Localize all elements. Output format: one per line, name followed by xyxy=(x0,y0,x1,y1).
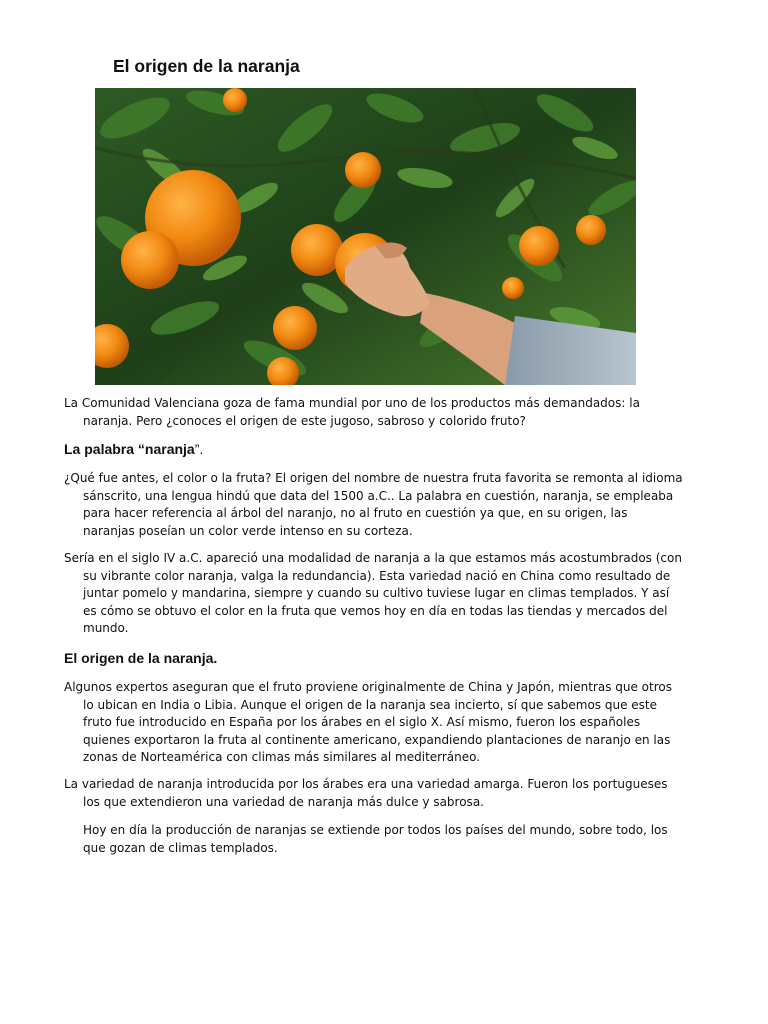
section-heading-palabra-bold: La palabra “naranja xyxy=(64,441,195,457)
orange-tree-photo xyxy=(95,88,636,385)
paragraph-produccion: Hoy en día la producción de naranjas se extiende por todos los países del mundo, sobre todo, los que gozan de climas templados. xyxy=(83,823,668,855)
section-heading-palabra-end: ”. xyxy=(194,441,204,457)
paragraph-expertos: Algunos expertos aseguran que el fruto proviene originalmente de China y Japón, mientras que otros lo ubican en India o Libia. Aunque el origen de la naranja sea incierto, sí que sabemos que este fruto fue introducido en España por los árabes en el siglo X. Así mismo, fueron los españoles quienes exportaron la fruta al continente americano, expandiendo plantaciones de naranjo en las zonas de Norteamérica con climas más similares al mediterráneo. xyxy=(64,680,672,764)
document-title: El origen de la naranja xyxy=(113,56,300,76)
paragraph-variedad-amarga: La variedad de naranja introducida por los árabes era una variedad amarga. Fueron los portugueses los que extendieron una variedad de naranja más dulce y sabrosa. xyxy=(64,777,668,809)
paragraph-color-o-fruta: ¿Qué fue antes, el color o la fruta? El origen del nombre de nuestra fruta favorita se remonta al idioma sánscrito, una lengua hindú que data del 1500 a.C.. La palabra en cuestión, naranja, se empleaba para hacer referencia al árbol del naranjo, no al fruto en cuestión ya que, en su origen, las naranjas poseían un color verde intenso en su corteza. xyxy=(64,471,683,538)
section-heading-palabra xyxy=(64,441,203,457)
intro-paragraph: La Comunidad Valenciana goza de fama mundial por uno de los productos más demandados: la naranja. Pero ¿conoces el origen de este jugoso, sabroso y colorido fruto? xyxy=(64,396,640,428)
paragraph-siglo-iv: Sería en el siglo IV a.C. apareció una modalidad de naranja a la que estamos más acostumbrados (con su vibrante color naranja, valga la redundancia). Esta variedad nació en China como resultado de juntar pomelo y mandarina, siempre y cuando su cultivo tuviese lugar en climas templados. Y así es cómo se obtuvo el color en la fruta que vemos hoy en día en todas las tiendas y mercados del mundo. xyxy=(64,551,682,635)
section-heading-origen: El origen de la naranja. xyxy=(64,650,218,666)
